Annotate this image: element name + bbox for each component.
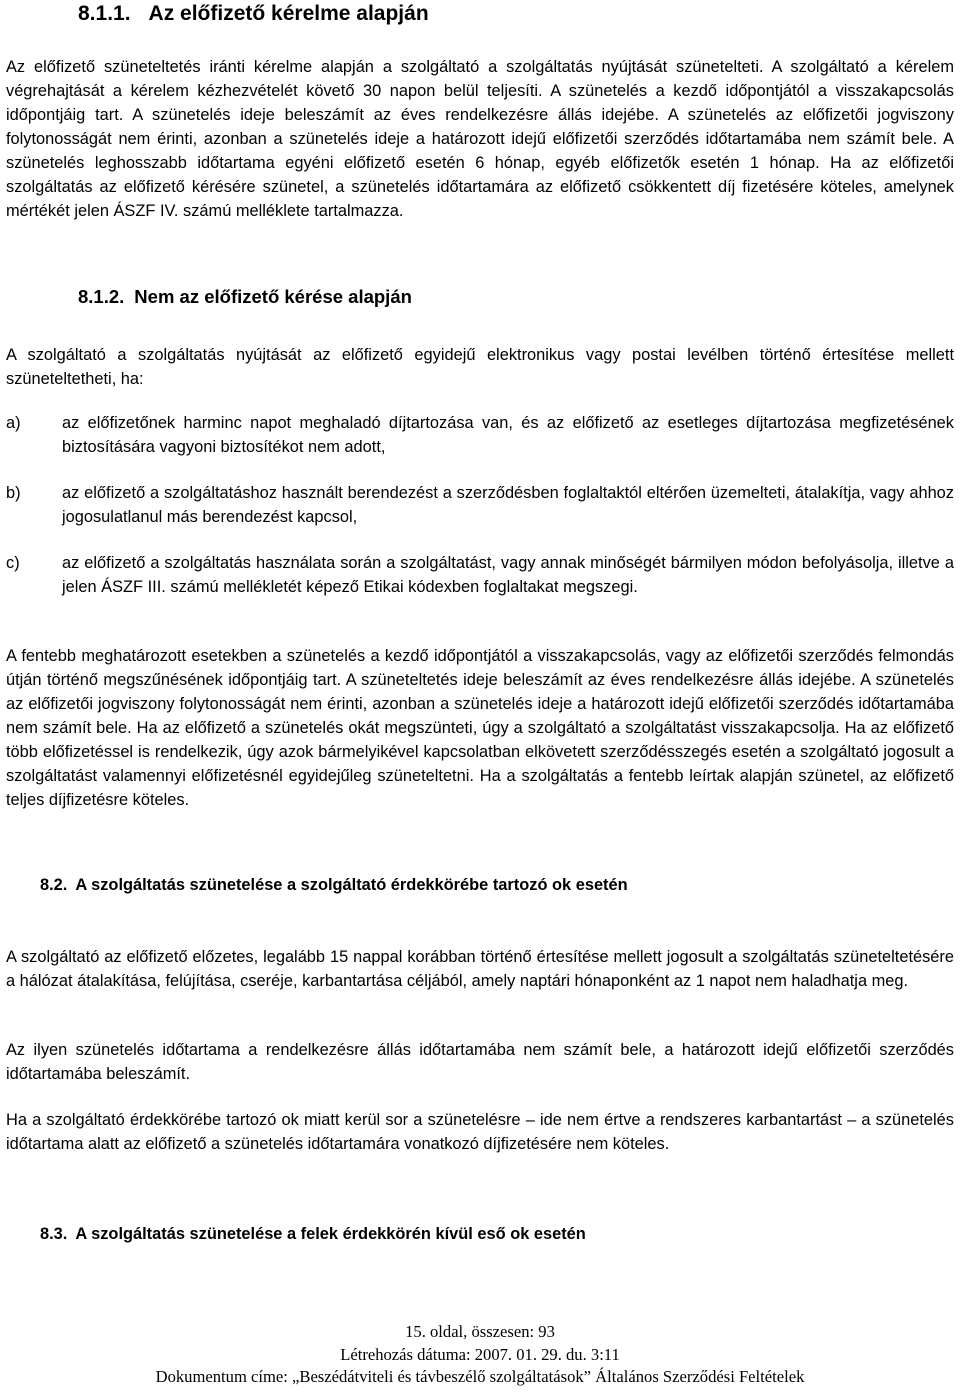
footer-page-number: 15. oldal, összesen: 93 (405, 1322, 555, 1341)
section-8-2-paragraph-2: Az ilyen szünetelés időtartama a rendelkezésre állás időtartamába nem számít bele, a határozott idejű előfizetői szerződés időtartamába beleszámít. (6, 1041, 954, 1083)
list-marker: a) (6, 414, 21, 432)
list-item-a (6, 411, 954, 459)
list-item-b (6, 481, 954, 529)
footer-document-title: Dokumentum címe: „Beszédátviteli és távbeszélő szolgáltatások” Általános Szerződési Feltételek (155, 1367, 805, 1386)
page-footer (0, 1321, 960, 1389)
list-text: az előfizetőnek harminc napot meghaladó díjtartozása van, és az előfizető az esetleges díjtartozása megfizetésének biztosítására vagyoni biztosítékot nem adott, (62, 414, 954, 456)
list-text: az előfizető a szolgáltatáshoz használt berendezést a szerződésben foglaltaktól eltérően üzemelteti, átalakítja, vagy ahhoz jogosulatlanul más berendezést kapcsol, (62, 484, 954, 526)
section-title: Az előfizető kérelme alapján (148, 2, 429, 25)
section-title: A szolgáltatás szünetelése a szolgáltató érdekkörébe tartozó ok esetén (75, 876, 628, 894)
list-marker: b) (6, 484, 21, 502)
section-8-2-paragraph-1: A szolgáltató az előfizető előzetes, legalább 15 nappal korábban történő értesítése mellett jogosult a szolgáltatás szüneteltetésére a hálózat átalakítása, felújítása, cseréje, karbantartása céljából, amely naptári hónaponként az 1 napot nem haladhatja meg. (6, 948, 954, 990)
section-8-1-2-intro: A szolgáltató a szolgáltatás nyújtását az előfizető egyidejű elektronikus vagy postai levélben történő értesítése mellett szüneteltetheti, ha: (6, 346, 954, 388)
list-marker: c) (6, 554, 20, 572)
list-item-c (6, 551, 954, 599)
section-8-1-2-heading (78, 286, 412, 308)
section-number: 8.3. (40, 1225, 68, 1243)
footer-created-date: Létrehozás dátuma: 2007. 01. 29. du. 3:11 (340, 1344, 620, 1364)
section-title: Nem az előfizető kérése alapján (134, 286, 412, 307)
section-number: 8.2. (40, 876, 68, 894)
section-8-2-heading (40, 876, 628, 895)
section-8-1-1-paragraph: Az előfizető szüneteltetés iránti kérelme alapján a szolgáltató a szolgáltatás nyújtását szünetelteti. A szolgáltató a kérelem végrehajtását a kérelem kézhezvételét követő 30 napon belül teljesíti. A szünetelés a kezdő időpontjától a visszakapcsolás időpontjáig tart. A szünetelés ideje beleszámít az éves rendelkezésre állás idejébe. A szünetelés az előfizetői jogviszony folytonosságát nem érinti, azonban a szünetelés ideje a határozott idejű előfizetői szerződés időtartamába nem számít bele. A szünetelés leghosszabb időtartama egyéni előfizető esetén 6 hónap, egyéb előfizetők esetén 1 hónap. Ha az előfizetői szolgáltatás az előfizető kérésére szünetel, a szünetelés időtartamára az előfizető csökkentett díj fizetésére köteles, amelynek mértékét jelen ÁSZF IV. számú melléklete tartalmazza. (6, 58, 954, 220)
section-title: A szolgáltatás szünetelése a felek érdekkörén kívül eső ok esetén (75, 1225, 586, 1243)
section-8-2-paragraph-3: Ha a szolgáltató érdekkörébe tartozó ok miatt kerül sor a szünetelésre – ide nem értve a rendszeres karbantartást – a szünetelés időtartama alatt az előfizető a szünetelés időtartamára vonatkozó díjfizetésére nem köteles. (6, 1111, 954, 1153)
list-text: az előfizető a szolgáltatás használata során a szolgáltatást, vagy annak minőségét bármilyen módon befolyásolja, illetve a jelen ÁSZF III. számú mellékletét képező Etikai kódexben foglaltakat megszegi. (62, 554, 954, 596)
section-8-1-1-heading (78, 2, 429, 26)
section-8-3-heading (40, 1225, 586, 1244)
section-8-1-2-closing: A fentebb meghatározott esetekben a szünetelés a kezdő időpontjától a visszakapcsolás, vagy az előfizetői szerződés felmondás útján történő megszűnésének időpontjáig tart. A szüneteltetés ideje beleszámít az éves rendelkezésre állás idejébe. A szünetelés az előfizetői jogviszony folytonosságát nem érinti, azonban a szünetelés ideje a határozott idejű előfizetői szerződés időtartamába nem számít bele. Ha az előfizető a szünetelés okát megszünteti, úgy a szolgáltató a szolgáltatást visszakapcsolja. Ha az előfizető több előfizetéssel is rendelkezik, úgy azok bármelyikével kapcsolatban elkövetett szerződésszegés esetén a szolgáltató jogosult a szolgáltatást valamennyi előfizetésnél egyidejűleg szüneteltetni. Ha a szolgáltatás a fentebb leírtak alapján szünetel, az előfizető teljes díjfizetésre köteles. (6, 647, 954, 809)
section-number: 8.1.2. (78, 286, 125, 307)
section-number: 8.1.1. (78, 2, 131, 25)
